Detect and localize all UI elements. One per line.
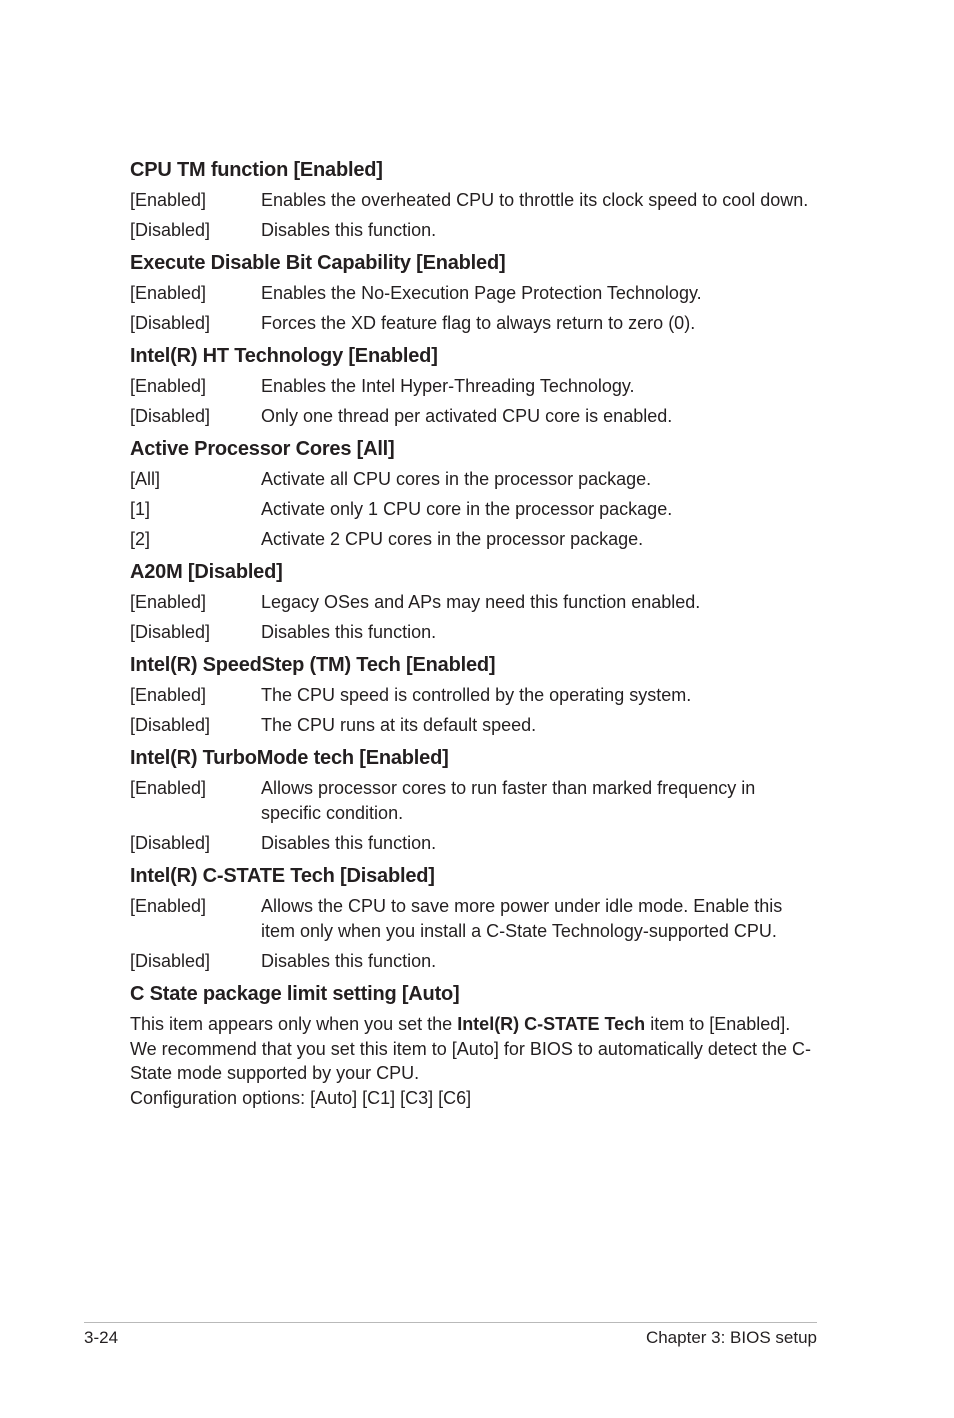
settings-section: [130, 249, 820, 336]
option-value: [Disabled]: [130, 951, 211, 971]
option-description: Disables this function.: [261, 833, 437, 853]
option-row: [130, 311, 820, 336]
option-value: [Disabled]: [130, 833, 211, 853]
option-description: Allows processor cores to run faster than marked frequency in specific condition.: [261, 778, 756, 823]
section-heading: Intel(R) TurboMode tech [Enabled]: [130, 747, 449, 769]
option-value: [Disabled]: [130, 313, 211, 333]
option-value: [1]: [130, 499, 151, 519]
option-description: Activate all CPU cores in the processor package.: [261, 469, 652, 489]
page-number: 3-24: [84, 1328, 119, 1347]
section-c-state-package-limit: [130, 980, 820, 1110]
option-row: [130, 894, 820, 944]
description-text-1: This item appears only when you set the: [130, 1014, 458, 1034]
option-description: Enables the No-Execution Page Protection Technology.: [261, 283, 702, 303]
settings-section: [130, 558, 820, 645]
settings-section: [130, 342, 820, 429]
option-description: Legacy OSes and APs may need this function enabled.: [261, 592, 701, 612]
option-description: The CPU runs at its default speed.: [261, 715, 537, 735]
settings-section: [130, 651, 820, 738]
settings-sections: [130, 156, 820, 974]
section-heading: Intel(R) HT Technology [Enabled]: [130, 345, 438, 367]
description-bold-term: Intel(R) C-STATE Tech: [457, 1014, 646, 1034]
option-row: [130, 218, 820, 243]
option-value: [Enabled]: [130, 896, 207, 916]
option-row: [130, 374, 820, 399]
section-description: [130, 1012, 820, 1086]
option-description: Disables this function.: [261, 951, 437, 971]
configuration-options: Configuration options: [Auto] [C1] [C3] [C6]: [130, 1087, 472, 1108]
option-value: [Enabled]: [130, 376, 207, 396]
settings-section: [130, 435, 820, 552]
option-value: [Enabled]: [130, 685, 207, 705]
option-row: [130, 404, 820, 429]
settings-section: [130, 862, 820, 974]
section-heading: A20M [Disabled]: [130, 561, 283, 583]
option-row: [130, 949, 820, 974]
description-text-2: item to [Enabled]. We recommend that you set this item to [Auto] for BIOS to automatically detect the C-State mode supported by your CPU.: [130, 1014, 811, 1084]
section-heading: Active Processor Cores [All]: [130, 438, 395, 460]
option-description: Enables the Intel Hyper-Threading Technology.: [261, 376, 635, 396]
option-row: [130, 620, 820, 645]
option-value: [Enabled]: [130, 190, 207, 210]
option-value: [Disabled]: [130, 220, 211, 240]
option-description: Only one thread per activated CPU core is enabled.: [261, 406, 673, 426]
option-description: Disables this function.: [261, 220, 437, 240]
option-value: [All]: [130, 469, 161, 489]
option-row: [130, 831, 820, 856]
option-row: [130, 188, 820, 213]
footer-divider: [84, 1322, 817, 1323]
option-row: [130, 497, 820, 522]
option-description: Disables this function.: [261, 622, 437, 642]
section-heading: Intel(R) C-STATE Tech [Disabled]: [130, 865, 435, 887]
option-description: Activate 2 CPU cores in the processor package.: [261, 529, 644, 549]
option-row: [130, 281, 820, 306]
option-description: The CPU speed is controlled by the operating system.: [261, 685, 692, 705]
option-row: [130, 683, 820, 708]
option-value: [Disabled]: [130, 715, 211, 735]
section-heading: Intel(R) SpeedStep (TM) Tech [Enabled]: [130, 654, 496, 676]
option-description: Enables the overheated CPU to throttle its clock speed to cool down.: [261, 190, 809, 210]
option-value: [2]: [130, 529, 151, 549]
option-value: [Disabled]: [130, 406, 211, 426]
option-description: Activate only 1 CPU core in the processor package.: [261, 499, 673, 519]
option-row: [130, 527, 820, 552]
option-row: [130, 590, 820, 615]
option-row: [130, 776, 820, 826]
section-heading: Execute Disable Bit Capability [Enabled]: [130, 252, 506, 274]
settings-section: [130, 156, 820, 243]
page-content: [130, 156, 820, 1110]
option-row: [130, 467, 820, 492]
option-description: Forces the XD feature flag to always return to zero (0).: [261, 313, 696, 333]
option-value: [Disabled]: [130, 622, 211, 642]
option-row: [130, 713, 820, 738]
option-value: [Enabled]: [130, 778, 207, 798]
option-value: [Enabled]: [130, 592, 207, 612]
option-description: Allows the CPU to save more power under idle mode. Enable this item only when you install a C-State Technology-supported CPU.: [261, 896, 783, 941]
section-heading: CPU TM function [Enabled]: [130, 159, 383, 181]
section-heading: C State package limit setting [Auto]: [130, 983, 460, 1005]
option-value: [Enabled]: [130, 283, 207, 303]
chapter-title: Chapter 3: BIOS setup: [645, 1328, 817, 1347]
settings-section: [130, 744, 820, 856]
